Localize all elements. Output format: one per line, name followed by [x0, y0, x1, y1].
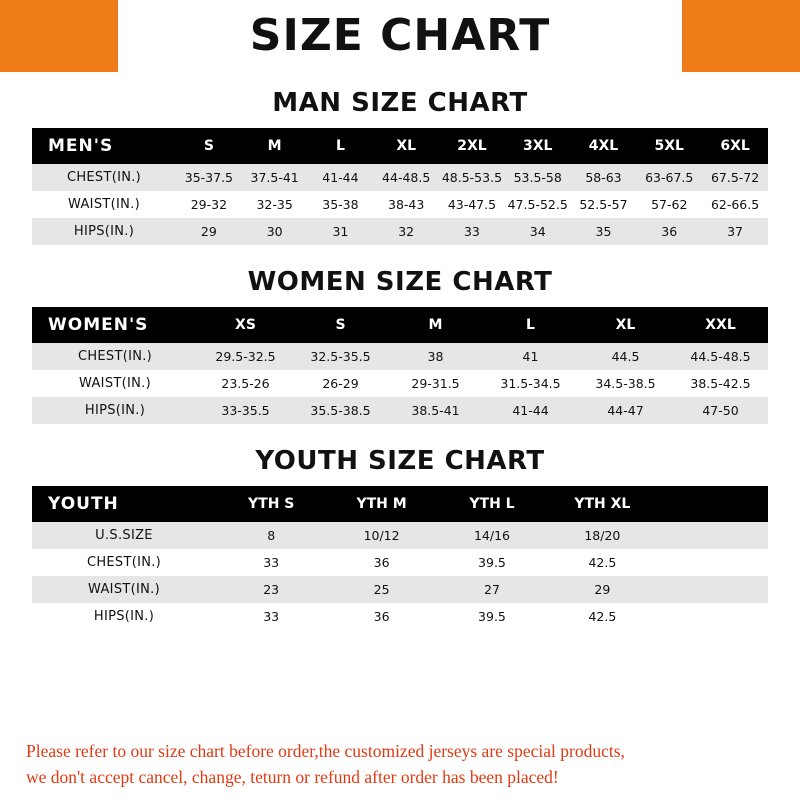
man-cell-1-1: 32-35 — [242, 191, 308, 218]
table-row — [32, 549, 768, 576]
youth-table-wrapper — [32, 486, 768, 630]
man-row-label-0: CHEST(IN.) — [32, 164, 176, 191]
youth-row-label-3: HIPS(IN.) — [32, 603, 216, 630]
footer-note-line-2: we don't accept cancel, change, teturn or refund after order has been placed! — [26, 766, 559, 787]
man-col-header-2: M — [242, 128, 308, 164]
table-header-row — [32, 486, 768, 522]
youth-col-header-spacer — [658, 486, 768, 522]
man-cell-2-7: 36 — [636, 218, 702, 245]
man-cell-1-4: 43-47.5 — [439, 191, 505, 218]
women-cell-0-5: 44.5-48.5 — [673, 343, 768, 370]
man-table-body — [32, 164, 768, 245]
youth-col-header-2: YTH M — [326, 486, 436, 522]
women-cell-0-1: 32.5-35.5 — [293, 343, 388, 370]
youth-cell-2-0: 23 — [216, 576, 326, 603]
youth-cell-2-3: 29 — [547, 576, 657, 603]
youth-cell-2-2: 27 — [437, 576, 547, 603]
women-cell-2-2: 38.5-41 — [388, 397, 483, 424]
women-cell-0-2: 38 — [388, 343, 483, 370]
table-row — [32, 370, 768, 397]
youth-cell-1-spacer — [658, 549, 768, 576]
man-col-header-1: S — [176, 128, 242, 164]
women-cell-1-1: 26-29 — [293, 370, 388, 397]
man-cell-0-2: 41-44 — [308, 164, 374, 191]
women-cell-2-5: 47-50 — [673, 397, 768, 424]
youth-cell-2-spacer — [658, 576, 768, 603]
table-row — [32, 397, 768, 424]
youth-col-header-1: YTH S — [216, 486, 326, 522]
man-cell-1-2: 35-38 — [308, 191, 374, 218]
man-cell-2-1: 30 — [242, 218, 308, 245]
youth-cell-0-3: 18/20 — [547, 522, 657, 549]
youth-cell-0-spacer — [658, 522, 768, 549]
women-col-header-6: XXL — [673, 307, 768, 343]
youth-cell-3-3: 42.5 — [547, 603, 657, 630]
man-cell-0-3: 44-48.5 — [373, 164, 439, 191]
man-cell-1-3: 38-43 — [373, 191, 439, 218]
youth-col-header-0: YOUTH — [32, 486, 216, 522]
table-header-row — [32, 128, 768, 164]
man-cell-0-6: 58-63 — [571, 164, 637, 191]
youth-cell-3-spacer — [658, 603, 768, 630]
man-row-label-1: WAIST(IN.) — [32, 191, 176, 218]
table-row — [32, 218, 768, 245]
women-cell-1-5: 38.5-42.5 — [673, 370, 768, 397]
man-cell-1-8: 62-66.5 — [702, 191, 768, 218]
man-cell-0-0: 35-37.5 — [176, 164, 242, 191]
youth-row-label-2: WAIST(IN.) — [32, 576, 216, 603]
youth-col-header-4: YTH XL — [547, 486, 657, 522]
youth-cell-2-1: 25 — [326, 576, 436, 603]
youth-table-body — [32, 522, 768, 630]
youth-cell-0-2: 14/16 — [437, 522, 547, 549]
header-banner — [0, 0, 800, 72]
man-col-header-6: 3XL — [505, 128, 571, 164]
man-cell-0-1: 37.5-41 — [242, 164, 308, 191]
youth-col-header-3: YTH L — [437, 486, 547, 522]
man-col-header-0: MEN'S — [32, 128, 176, 164]
man-col-header-4: XL — [373, 128, 439, 164]
youth-row-label-1: CHEST(IN.) — [32, 549, 216, 576]
women-cell-1-2: 29-31.5 — [388, 370, 483, 397]
women-row-label-1: WAIST(IN.) — [32, 370, 198, 397]
youth-cell-1-1: 36 — [326, 549, 436, 576]
man-col-header-8: 5XL — [636, 128, 702, 164]
women-cell-2-3: 41-44 — [483, 397, 578, 424]
women-cell-0-0: 29.5-32.5 — [198, 343, 293, 370]
youth-cell-3-1: 36 — [326, 603, 436, 630]
women-cell-0-3: 41 — [483, 343, 578, 370]
table-row — [32, 164, 768, 191]
youth-cell-3-0: 33 — [216, 603, 326, 630]
women-col-header-0: WOMEN'S — [32, 307, 198, 343]
table-row — [32, 191, 768, 218]
youth-cell-3-2: 39.5 — [437, 603, 547, 630]
women-row-label-0: CHEST(IN.) — [32, 343, 198, 370]
youth-cell-1-0: 33 — [216, 549, 326, 576]
man-cell-1-5: 47.5-52.5 — [505, 191, 571, 218]
women-section-title: WOMEN SIZE CHART — [247, 267, 553, 297]
man-section-title: MAN SIZE CHART — [272, 88, 528, 118]
man-cell-2-8: 37 — [702, 218, 768, 245]
footer-note-line-1: Please refer to our size chart before order,the customized jerseys are special products, — [26, 741, 625, 762]
women-cell-2-0: 33-35.5 — [198, 397, 293, 424]
women-col-header-2: S — [293, 307, 388, 343]
footer-note — [0, 739, 800, 790]
table-row — [32, 576, 768, 603]
women-table-header — [32, 307, 768, 343]
women-table-wrapper — [32, 307, 768, 424]
man-col-header-5: 2XL — [439, 128, 505, 164]
man-col-header-7: 4XL — [571, 128, 637, 164]
table-row — [32, 343, 768, 370]
man-cell-2-6: 35 — [571, 218, 637, 245]
man-cell-0-7: 63-67.5 — [636, 164, 702, 191]
man-cell-1-6: 52.5-57 — [571, 191, 637, 218]
women-col-header-5: XL — [578, 307, 673, 343]
women-cell-1-4: 34.5-38.5 — [578, 370, 673, 397]
man-cell-2-2: 31 — [308, 218, 374, 245]
youth-section-title: YOUTH SIZE CHART — [255, 446, 545, 476]
man-cell-2-3: 32 — [373, 218, 439, 245]
table-row — [32, 603, 768, 630]
youth-cell-0-0: 8 — [216, 522, 326, 549]
women-cell-2-4: 44-47 — [578, 397, 673, 424]
women-col-header-4: L — [483, 307, 578, 343]
man-table-header — [32, 128, 768, 164]
women-cell-1-3: 31.5-34.5 — [483, 370, 578, 397]
man-cell-2-4: 33 — [439, 218, 505, 245]
man-col-header-3: L — [308, 128, 374, 164]
women-col-header-3: M — [388, 307, 483, 343]
man-cell-1-0: 29-32 — [176, 191, 242, 218]
man-cell-2-5: 34 — [505, 218, 571, 245]
women-cell-0-4: 44.5 — [578, 343, 673, 370]
women-cell-1-0: 23.5-26 — [198, 370, 293, 397]
women-row-label-2: HIPS(IN.) — [32, 397, 198, 424]
man-cell-2-0: 29 — [176, 218, 242, 245]
youth-cell-0-1: 10/12 — [326, 522, 436, 549]
table-row — [32, 522, 768, 549]
man-table-wrapper — [32, 128, 768, 245]
man-cell-1-7: 57-62 — [636, 191, 702, 218]
man-cell-0-5: 53.5-58 — [505, 164, 571, 191]
women-cell-2-1: 35.5-38.5 — [293, 397, 388, 424]
man-col-header-9: 6XL — [702, 128, 768, 164]
women-size-table — [32, 307, 768, 424]
youth-cell-1-3: 42.5 — [547, 549, 657, 576]
youth-table-header — [32, 486, 768, 522]
man-cell-0-4: 48.5-53.5 — [439, 164, 505, 191]
women-table-body — [32, 343, 768, 424]
youth-size-table — [32, 486, 768, 630]
youth-cell-1-2: 39.5 — [437, 549, 547, 576]
table-header-row — [32, 307, 768, 343]
page-title: SIZE CHART — [249, 10, 551, 61]
man-size-table — [32, 128, 768, 245]
women-col-header-1: XS — [198, 307, 293, 343]
man-cell-0-8: 67.5-72 — [702, 164, 768, 191]
man-row-label-2: HIPS(IN.) — [32, 218, 176, 245]
youth-row-label-0: U.S.SIZE — [32, 522, 216, 549]
